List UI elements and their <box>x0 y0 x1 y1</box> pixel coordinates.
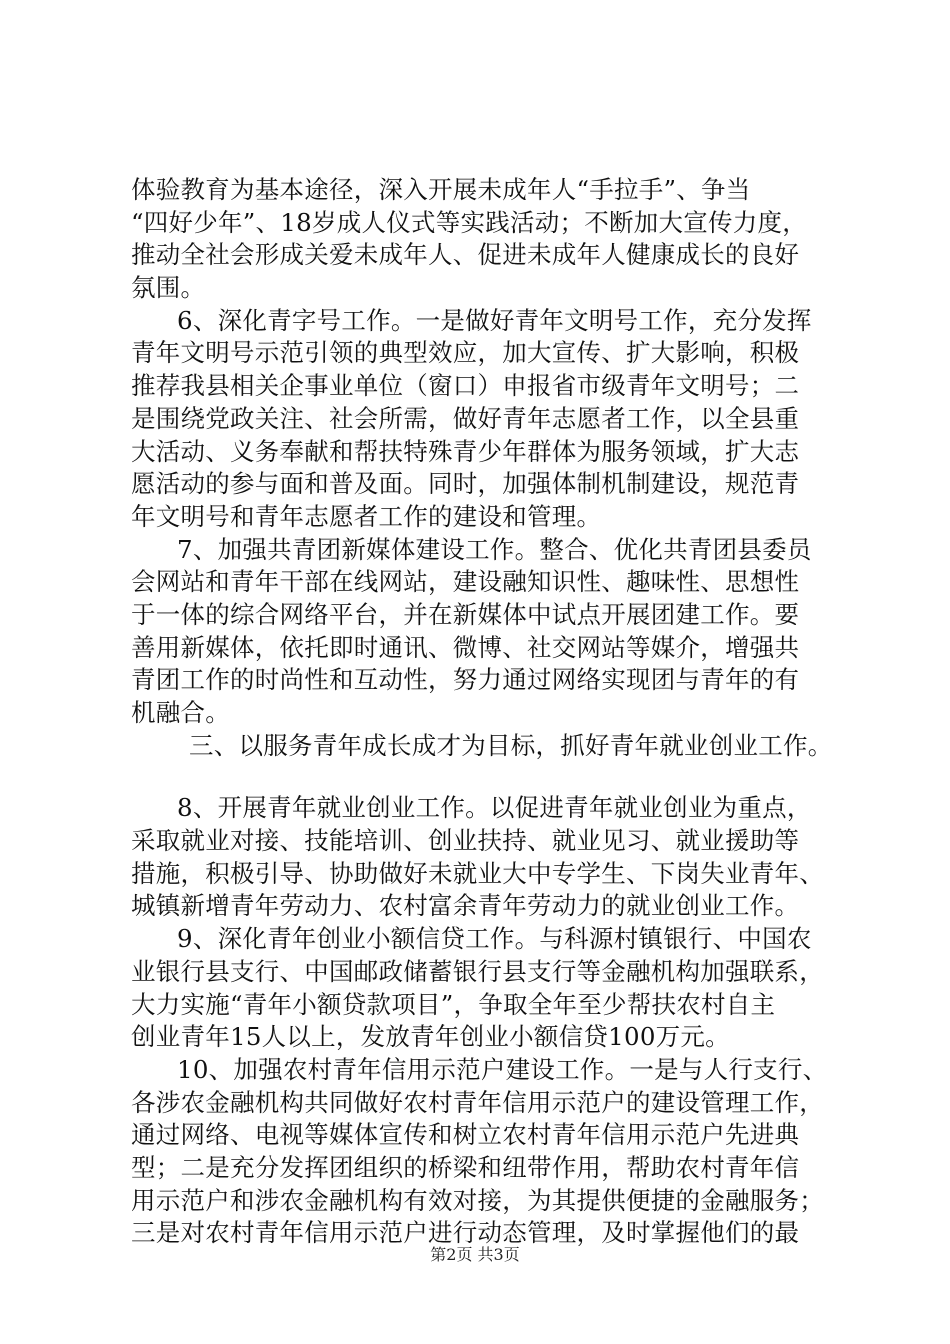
paragraph-start-line: 6、深化青字号工作。一是做好青年文明号工作，充分发挥 <box>177 305 812 335</box>
body-line: 于一体的综合网络平台，并在新媒体中试点开展团建工作。要 <box>131 599 800 629</box>
body-line: 青团工作的时尚性和互动性，努力通过网络实现团与青年的有 <box>131 665 800 695</box>
body-line: 业银行县支行、中国邮政储蓄银行县支行等金融机构加强联系， <box>131 956 824 986</box>
body-line: 年文明号和青年志愿者工作的建设和管理。 <box>131 501 602 531</box>
body-line: 采取就业对接、技能培训、创业扶持、就业见习、就业援助等 <box>131 826 800 856</box>
body-line: 体验教育为基本途径，深入开展未成年人“手拉手”、争当 <box>131 175 751 204</box>
section-heading: 三、以服务青年成长成才为目标，抓好青年就业创业工作。 <box>189 730 833 760</box>
body-line: 推荐我县相关企事业单位（窗口）申报省市级青年文明号；二 <box>131 371 800 401</box>
paragraph-start-line: 9、深化青年创业小额信贷工作。与科源村镇银行、中国农 <box>177 924 812 954</box>
body-line: 愿活动的参与面和普及面。同时，加强体制机制建设，规范青 <box>131 469 800 499</box>
body-line: 会网站和青年干部在线网站，建设融知识性、趣味性、思想性 <box>131 567 800 597</box>
body-line: 措施，积极引导、协助做好未就业大中专学生、下岗失业青年、 <box>131 858 824 888</box>
document-body <box>131 174 831 1250</box>
body-line: 创业青年15人以上，发放青年创业小额信贷100万元。 <box>131 1022 730 1052</box>
body-line: 氛围。 <box>131 273 206 303</box>
body-line: 大活动、义务奉献和帮扶特殊青少年群体为服务领域，扩大志 <box>131 436 800 466</box>
body-line: 善用新媒体，依托即时通讯、微博、社交网站等媒介，增强共 <box>131 632 800 662</box>
body-line: 各涉农金融机构共同做好农村青年信用示范户的建设管理工作， <box>131 1087 824 1117</box>
body-line: 是围绕党政关注、社会所需，做好青年志愿者工作，以全县重 <box>131 403 800 433</box>
body-line: 三是对农村青年信用示范户进行动态管理，及时掌握他们的最 <box>131 1218 800 1248</box>
body-line: 城镇新增青年劳动力、农村富余青年劳动力的就业创业工作。 <box>131 891 800 921</box>
body-line: “四好少年”、18岁成人仪式等实践活动；不断加大宣传力度， <box>131 207 807 237</box>
body-line: 大力实施“青年小额贷款项目”，争取全年至少帮扶农村自主 <box>131 989 776 1019</box>
body-line: 通过网络、电视等媒体宣传和树立农村青年信用示范户先进典 <box>131 1120 800 1150</box>
paragraph-start-line: 10、加强农村青年信用示范户建设工作。一是与人行支行、 <box>177 1054 828 1084</box>
body-line: 推动全社会形成关爱未成年人、促进未成年人健康成长的良好 <box>131 240 800 270</box>
body-line: 用示范户和涉农金融机构有效对接，为其提供便捷的金融服务； <box>131 1185 824 1215</box>
paragraph-start-line: 7、加强共青团新媒体建设工作。整合、优化共青团县委员 <box>177 534 812 564</box>
page-number-footer: 第2页 共3页 <box>430 1245 520 1264</box>
body-line: 青年文明号示范引领的典型效应，加大宣传、扩大影响，积极 <box>131 338 800 368</box>
paragraph-start-line: 8、开展青年就业创业工作。以促进青年就业创业为重点， <box>177 793 812 823</box>
body-line: 型；二是充分发挥团组织的桥梁和纽带作用，帮助农村青年信 <box>131 1152 800 1182</box>
body-line: 机融合。 <box>131 698 230 727</box>
section-spacer <box>131 762 831 792</box>
